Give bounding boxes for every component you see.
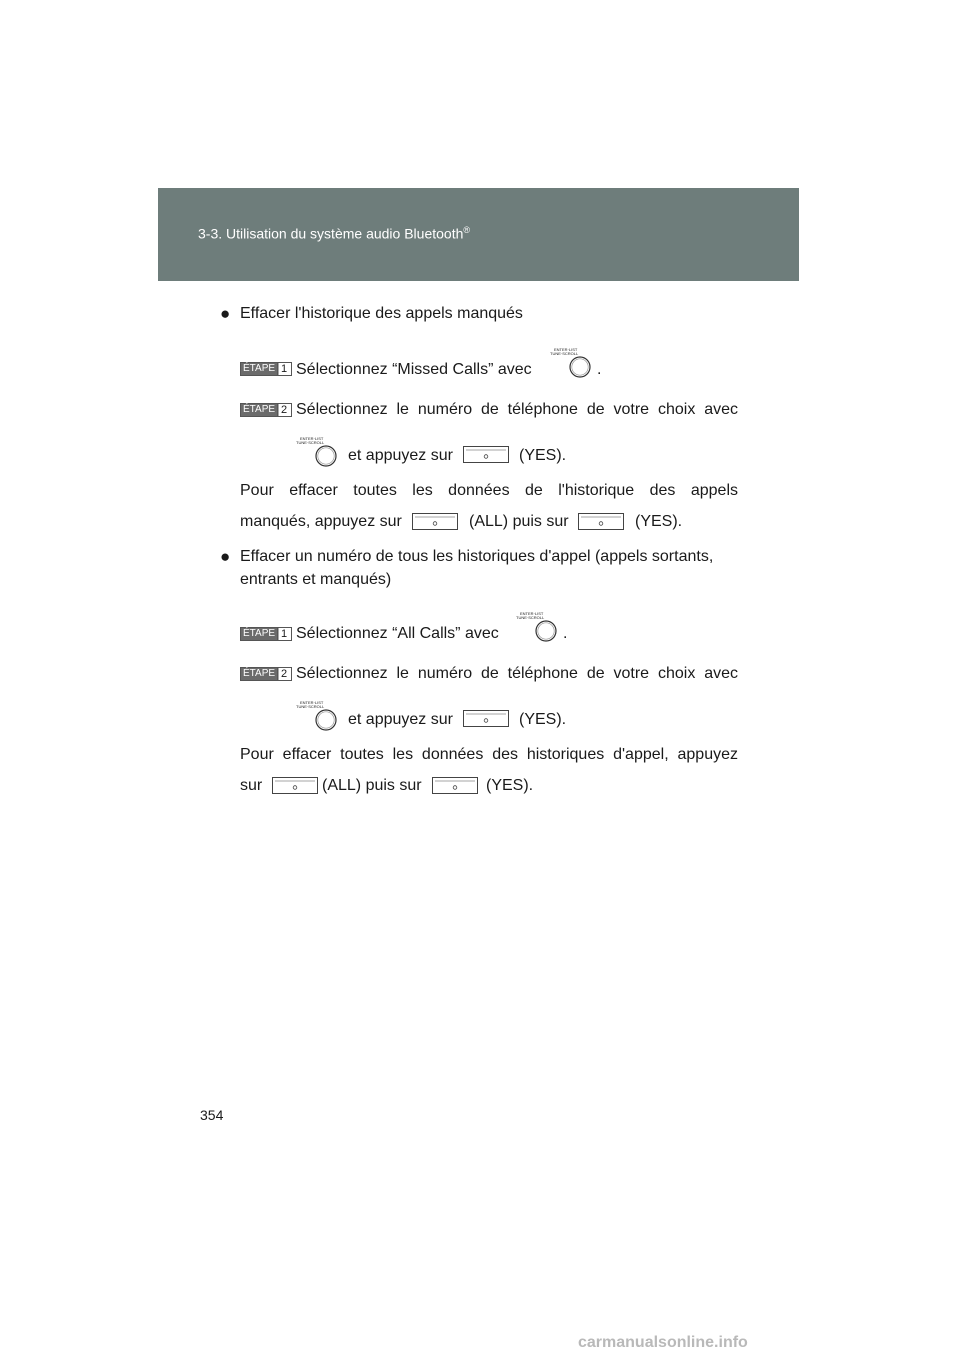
section2-step2-cont: et appuyez sur (348, 711, 453, 728)
period: . (597, 361, 602, 378)
yes-label: (YES). (635, 513, 683, 530)
all-button-icon (412, 513, 458, 535)
section1-step2-cont: et appuyez sur (348, 447, 453, 464)
yes-button-icon (432, 777, 478, 799)
section2-note-line1: Pour effacer toutes les données des historiques d'appel, appuyez (240, 746, 738, 763)
yes-label: (YES). (519, 447, 567, 464)
yes-button-icon (578, 513, 624, 535)
tune-knob-icon: ENTER·LIST TUNE·SCROLL (300, 698, 338, 737)
section2-title-line1: Effacer un numéro de tous les historiques d'appel (appels sortants, (240, 548, 714, 565)
tune-knob-icon: ENTER·LIST TUNE·SCROLL (554, 345, 592, 384)
step-1-badge: ÉTAPE 1 (240, 627, 292, 646)
section2-note-line2: sur (240, 777, 263, 794)
period: . (563, 625, 568, 642)
yes-label: (YES). (519, 711, 567, 728)
section1-title: Effacer l'historique des appels manqués (240, 305, 523, 322)
yes-label: (YES). (486, 777, 534, 794)
section1-step1-text: Sélectionnez “Missed Calls” avec (296, 361, 532, 378)
bullet-icon: ● (220, 304, 231, 323)
step-2-badge: ÉTAPE 2 (240, 403, 292, 422)
section-title: 3-3. Utilisation du système audio Bluetooth® (198, 225, 471, 242)
yes-button-icon (463, 446, 509, 468)
section2-step2-text: Sélectionnez le numéro de téléphone de votre choix avec (296, 665, 738, 682)
section1-note-line2: manqués, appuyez sur (240, 513, 402, 530)
section2-title-line2: entrants et manqués) (240, 571, 392, 588)
page-number: 354 (200, 1107, 224, 1123)
section-header (158, 188, 799, 281)
section2-step1-text: Sélectionnez “All Calls” avec (296, 625, 499, 642)
step-1-badge: ÉTAPE 1 (240, 362, 292, 381)
yes-button-icon (463, 710, 509, 732)
all-puis-label: (ALL) puis sur (469, 513, 569, 530)
footer-watermark: carmanualsonline.info (578, 1334, 748, 1351)
step-2-badge: ÉTAPE 2 (240, 667, 292, 686)
tune-knob-icon: ENTER·LIST TUNE·SCROLL (300, 434, 338, 473)
section1-note-line1: Pour effacer toutes les données de l'historique des appels (240, 482, 738, 499)
tune-knob-icon: ENTER·LIST TUNE·SCROLL (520, 609, 558, 648)
all-puis-label: (ALL) puis sur (322, 777, 422, 794)
all-button-icon (272, 777, 318, 799)
section1-step2-text: Sélectionnez le numéro de téléphone de votre choix avec (296, 401, 738, 418)
bullet-icon: ● (220, 547, 231, 566)
